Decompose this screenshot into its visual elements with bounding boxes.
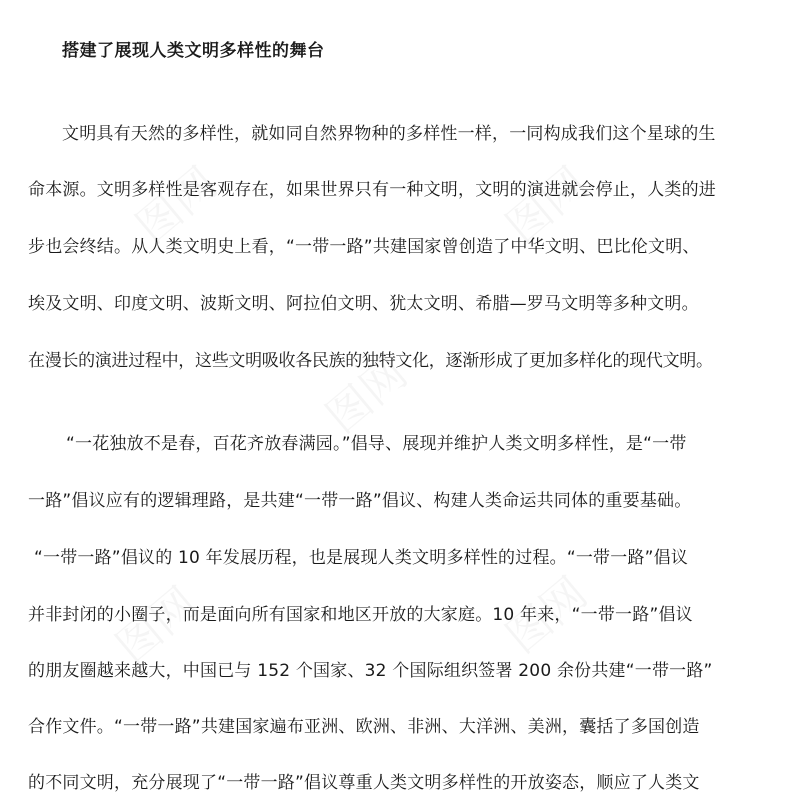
paragraph-1-line-3: 步也会终结。从人类文明史上看，“一带一路”共建国家曾创造了中华文明、巴比伦文明、: [28, 237, 700, 257]
paragraph-2-line-7: 的不同文明，充分展现了“一带一路”倡议尊重人类文明多样性的开放姿态，顺应了人类文: [28, 773, 700, 793]
paragraph-2-line-2: 一路”倡议应有的逻辑理路，是共建“一带一路”倡议、构建人类命运共同体的重要基础。: [28, 491, 692, 511]
paragraph-1-line-2: 命本源。文明多样性是客观存在，如果世界只有一种文明，文明的演进就会停止，人类的进: [28, 180, 716, 200]
paragraph-2-line-5: 的朋友圈越来越大，中国已与 152 个国家、32 个国际组织签署 200 余份共建“一带一路”: [28, 661, 713, 681]
paragraph-2-line-4: 并非封闭的小圈子，而是面向所有国家和地区开放的大家庭。10 年来，“一带一路”倡议: [28, 605, 693, 625]
paragraph-1-line-1: 文明具有天然的多样性，就如同自然界物种的多样性一样，一同构成我们这个星球的生: [62, 124, 716, 144]
paragraph-2-line-1: “一花独放不是春，百花齐放春满园。”倡导、展现并维护人类文明多样性，是“一带: [66, 434, 687, 454]
paragraph-1-line-4: 埃及文明、印度文明、波斯文明、阿拉伯文明、犹太文明、希腊—罗马文明等多种文明。: [28, 294, 699, 314]
paragraph-2-line-3: “一带一路”倡议的 10 年发展历程，也是展现人类文明多样性的过程。“一带一路”倡议: [34, 548, 689, 568]
section-heading: 搭建了展现人类文明多样性的舞台: [62, 41, 325, 61]
paragraph-1-line-5: 在漫长的演进过程中，这些文明吸收各民族的独特文化，逐渐形成了更加多样化的现代文明。: [28, 351, 713, 371]
paragraph-2-line-6: 合作文件。“一带一路”共建国家遍布亚洲、欧洲、非洲、大洋洲、美洲，囊括了多国创造: [28, 717, 700, 737]
